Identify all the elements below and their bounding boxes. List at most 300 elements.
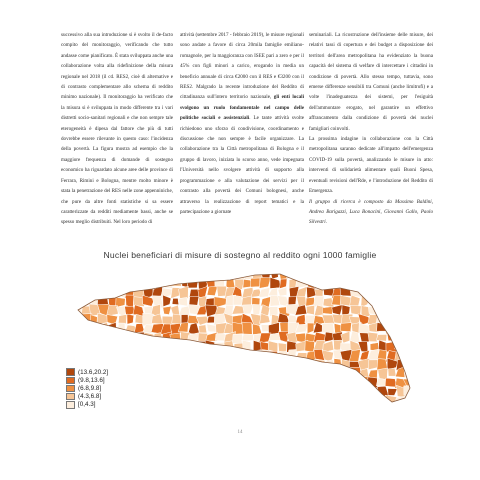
municipality-area [368,270,377,278]
municipality-area [251,405,261,416]
municipality-area [233,358,242,370]
municipality-area [170,269,182,280]
municipality-area [133,352,144,361]
municipality-area [242,340,251,352]
municipality-area [233,404,244,412]
municipality-area [214,358,226,367]
municipality-area [153,376,163,387]
municipality-area [316,378,325,388]
municipality-area [151,368,163,379]
municipality-area [223,405,235,415]
municipality-area [152,352,162,359]
municipality-area [142,405,152,413]
municipality-area [190,395,198,407]
municipality-area [118,331,125,343]
municipality-area [126,268,136,279]
column-1-text: successivo alla sua introduzione si è svolto il de-facto compito del monitoraggio, verificando che tutto andasse come pianificato. È stata sviluppata anche una collaborazione volta alla ridefinizione della misura regionale nel 2018 (il cd. RES2, cioè di alternative e di contrasto complementare allo schema di reddito minimo nazionale). Il monitoraggio ha verificato che la misura si è sviluppata in modo differente tra i vari distretti socio-sanitari regionali e che non sempre tale eterogeneità è dipesa dal fattore che più di tutti dovrebbe essere rilevante in questo caso: l'incidenza della povertà. La figura mostra ad esempio che la maggiore frequenza di domande di sostegno economico ha riguardato alcune aree delle province di Ferrara, Rimini e Bologna, mentre molto minore è stata la penetrazione del RES nelle zone appenniniche, che pure da altre fonti statistiche si sa essere caratterizzate da redditi mediamente bassi, anche se spesso meglio distribuiti. Nel loro periodo di [61,32,173,226]
municipality-area [250,353,262,360]
municipality-area [143,271,155,280]
municipality-area [125,333,134,344]
municipality-area [179,368,189,379]
municipality-area [205,349,216,360]
municipality-area [73,349,81,359]
municipality-area [169,359,180,369]
municipality-area [70,306,82,316]
legend-item [66,401,108,409]
municipality-area [376,315,388,323]
municipality-area [161,404,172,414]
municipality-area [386,316,397,325]
municipality-area [205,268,217,279]
municipality-area [241,403,253,415]
municipality-area [71,322,83,333]
municipality-area [322,272,334,279]
municipality-area [143,278,154,289]
municipality-area [163,306,171,314]
municipality-area [270,379,277,387]
municipality-area [286,359,298,369]
municipality-area [88,268,100,281]
legend-swatch [66,401,75,409]
municipality-area [242,379,252,387]
municipality-area [270,387,281,398]
municipality-area [226,396,234,407]
municipality-area [116,341,127,350]
column-3-text-a: seminariali. La ricostruzione dell'insieme delle misure, dei relativi tassi di copertura e dei budget a disposizione dei territori dell'area metropolitana ha evidenziato la buona capacità del sistema di welfare di intercettare i cittadini in condizione di povertà. Allo stesso tempo, tuttavia, sono emerse differenze sensibili tra Comuni (anche limitrofi) e a volte l'inadeguatezza dei sistemi, per l'esiguità dell'ammontare erogato, nel garantire un effettivo affrancamento dalla condizione di povertà dei nuclei famigliari coinvolti. [309,32,433,132]
legend-label: (13.6,20.2] [78,368,109,376]
municipality-area [360,269,368,281]
municipality-area [107,377,118,386]
municipality-area [179,386,189,398]
municipality-area [180,350,189,361]
text-column-2 [180,30,304,217]
municipality-area [79,288,89,299]
municipality-area [115,394,127,406]
municipality-area [216,396,226,405]
municipality-area [304,368,316,379]
municipality-area [152,387,163,398]
municipality-area [386,295,396,305]
municipality-area [404,350,416,360]
municipality-area [278,351,289,361]
municipality-area [403,288,415,298]
municipality-area [306,305,314,314]
municipality-area [145,379,152,387]
municipality-area [215,334,225,341]
municipality-area [162,342,173,353]
municipality-area [259,405,271,414]
municipality-area [388,389,397,396]
municipality-area [232,386,242,395]
municipality-area [134,369,144,378]
municipality-area [188,350,199,359]
municipality-area [414,394,424,404]
municipality-area [152,343,163,353]
municipality-area [118,270,126,280]
text-column-3 [309,30,433,228]
municipality-area [414,403,425,413]
municipality-area [394,295,406,308]
municipality-area [118,280,125,288]
municipality-area [242,396,254,404]
municipality-area [413,350,424,361]
municipality-area [298,360,306,371]
municipality-area [172,298,179,304]
municipality-area [269,361,277,370]
municipality-area [161,359,173,371]
municipality-area [323,369,333,379]
municipality-area [170,376,181,389]
municipality-area [233,368,245,379]
municipality-area [394,332,406,341]
municipality-area [160,386,170,396]
municipality-area [125,277,135,288]
municipality-area [277,385,289,396]
municipality-area [134,405,146,416]
municipality-area [233,349,243,358]
municipality-area [160,349,172,362]
municipality-area [305,395,314,406]
municipality-area [253,304,261,315]
municipality-area [349,367,362,378]
municipality-area [199,325,207,333]
municipality-area [207,286,218,295]
municipality-area [124,360,136,369]
municipality-area [89,341,100,352]
legend-item [66,384,108,392]
column-2-text [180,30,304,217]
municipality-area [251,278,260,287]
municipality-area [369,289,378,298]
municipality-area [142,385,152,397]
municipality-area [144,332,154,343]
municipality-area [360,289,371,296]
municipality-area [232,306,244,315]
municipality-area [369,404,377,413]
municipality-area [197,378,209,386]
municipality-area [412,324,425,334]
municipality-area [414,332,423,340]
legend-label: (4.3,6.8] [78,393,102,401]
municipality-area [161,369,172,379]
municipality-area [70,313,82,325]
municipality-area [106,350,118,361]
municipality-area [205,377,215,387]
municipality-area [80,314,92,326]
municipality-area [340,277,350,288]
municipality-area [214,350,226,361]
municipality-area [331,278,342,288]
municipality-area [412,386,423,398]
municipality-area [377,322,388,331]
municipality-area [71,279,82,286]
municipality-area [359,404,370,414]
municipality-area [305,268,315,279]
municipality-area [395,306,407,314]
map-title: Nuclei beneficiari di misure di sostegno al reddito ogni 1000 famiglie [103,250,377,260]
municipality-area [241,386,253,396]
municipality-area [108,359,116,371]
municipality-area [124,369,135,378]
municipality-area [270,404,278,413]
municipality-area [331,368,342,379]
municipality-area [296,269,306,279]
municipality-area [278,343,286,352]
municipality-area [377,270,388,277]
municipality-area [287,385,298,397]
municipality-area [206,394,215,405]
municipality-area [304,359,316,371]
municipality-area [261,358,272,370]
municipality-area [106,332,117,343]
municipality-area [389,405,398,416]
municipality-area [80,269,91,280]
municipality-area [134,359,145,369]
municipality-area [331,378,341,389]
municipality-area [152,406,163,416]
municipality-area [286,403,297,415]
municipality-area [358,279,369,288]
column-3-text-b: La prossima indagine in collaborazione con la Città metropolitana saranno dedicate all'impatto dell'emergenza COVID-19 sulla povertà, analizzando le misure in atto: interventi di solidarietà alimentare quali Buoni Spesa, eventuali revisioni dell'Rde, e l'introduzione del Reddito di Emergenza. [309,136,433,195]
municipality-area [253,324,262,335]
text-column-1 [61,30,173,228]
municipality-area [107,369,118,380]
municipality-area [136,395,146,406]
municipality-area [180,359,188,370]
municipality-area [135,341,146,353]
municipality-area [403,405,415,414]
municipality-area [109,406,119,416]
municipality-area [269,395,279,405]
municipality-area [125,395,136,407]
municipality-area [332,269,344,281]
municipality-area [394,323,405,333]
municipality-area [316,396,324,406]
municipality-area [386,278,398,287]
municipality-area [260,367,271,379]
municipality-area [233,394,243,405]
municipality-area [170,386,180,395]
municipality-area [313,269,323,280]
municipality-area [262,379,271,389]
municipality-area [313,386,324,396]
municipality-area [205,340,217,352]
municipality-area [404,314,414,325]
municipality-area [359,388,370,398]
region-choropleth-map [60,262,430,420]
municipality-area [171,343,181,353]
municipality-area [89,277,99,287]
municipality-area [413,298,425,305]
municipality-area [349,377,361,388]
legend-label: (9.8,13.6] [78,376,105,384]
municipality-area [79,278,90,290]
municipality-area [197,269,208,278]
municipality-area [298,395,308,406]
municipality-area [244,358,251,367]
municipality-area [107,279,118,288]
municipality-area [340,405,351,416]
municipality-area [223,358,236,368]
municipality-area [187,341,198,351]
municipality-area [143,352,155,361]
municipality-area [288,394,298,405]
municipality-area [322,278,334,289]
municipality-area [260,385,270,397]
municipality-area [80,350,90,361]
municipality-area [91,332,100,341]
municipality-area [160,269,171,281]
municipality-area [106,287,117,298]
municipality-area [279,368,289,380]
municipality-area [107,340,116,351]
municipality-area [342,377,352,389]
municipality-area [134,378,145,387]
municipality-area [81,324,90,334]
municipality-area [304,378,314,388]
municipality-area [403,278,415,289]
municipality-area [116,352,128,361]
municipality-area [350,279,360,287]
municipality-area [414,313,425,324]
municipality-area [413,306,423,316]
municipality-area [297,377,306,388]
municipality-area [199,359,208,368]
municipality-area [153,394,161,404]
municipality-area [297,406,305,416]
municipality-area [287,377,298,388]
municipality-area [214,389,226,396]
municipality-area [197,350,208,362]
municipality-area [215,377,226,388]
municipality-area [378,405,389,415]
municipality-area [414,269,423,278]
municipality-area [117,387,127,396]
municipality-area [413,378,425,387]
municipality-area [161,396,172,406]
municipality-area [72,290,82,299]
municipality-area [334,405,342,414]
municipality-area [403,333,416,343]
municipality-area [145,341,155,352]
municipality-area [178,271,188,277]
legend-item [66,376,108,384]
municipality-area [250,394,261,405]
municipality-area [171,406,180,416]
municipality-area [334,386,344,397]
municipality-area [125,404,137,416]
municipality-area [242,322,252,335]
municipality-area [341,369,351,380]
municipality-area [307,287,317,298]
municipality-area [134,270,145,280]
municipality-area [153,359,164,370]
municipality-area [307,323,314,333]
municipality-area [341,323,352,332]
municipality-area [206,386,216,398]
municipality-area [268,369,280,379]
municipality-area [242,305,253,314]
municipality-area [368,395,377,406]
municipality-area [124,351,136,361]
municipality-area [295,368,305,378]
municipality-area [295,387,305,397]
municipality-area [224,268,234,279]
municipality-area [217,286,227,296]
municipality-area [71,333,82,343]
municipality-area [306,403,313,413]
municipality-area [179,404,188,416]
municipality-area [171,367,182,380]
municipality-area [261,395,271,405]
municipality-area [116,368,125,379]
municipality-area [143,394,153,407]
municipality-area [178,395,188,406]
municipality-area [133,280,145,289]
municipality-area [225,385,235,397]
municipality-area [388,368,396,376]
municipality-area [151,269,161,280]
municipality-area [196,403,207,415]
municipality-area [323,404,335,414]
municipality-area [134,385,145,397]
municipality-area [341,396,351,407]
municipality-area [314,404,326,415]
municipality-area [116,377,126,387]
municipality-area [187,369,198,380]
municipality-area [81,332,88,344]
municipality-area [350,268,360,280]
municipality-area [97,342,108,352]
municipality-area [98,334,109,343]
municipality-area [241,349,253,362]
municipality-area [99,279,110,289]
municipality-area [403,295,416,306]
municipality-area [278,377,287,386]
municipality-area [99,351,109,362]
municipality-area [206,403,217,416]
municipality-area [324,385,335,398]
municipality-area [90,322,100,334]
municipality-area [70,296,81,307]
municipality-area [98,287,108,298]
column-2-highlight: gli enti locali svolgono un ruolo fondamentale nel campo delle politiche sociali e assistenziali [180,94,304,122]
municipality-area [187,406,198,414]
municipality-area [279,397,287,405]
municipality-area [376,286,388,296]
municipality-area [386,304,397,314]
municipality-area [333,350,342,360]
municipality-area [198,387,208,398]
municipality-area [413,279,423,287]
municipality-area [315,278,325,290]
municipality-area [71,342,81,351]
municipality-area [224,368,235,377]
legend-swatch [66,393,75,401]
municipality-area [413,360,425,369]
municipality-area [351,386,361,395]
municipality-area [406,269,416,281]
municipality-area [404,304,415,317]
municipality-area [351,394,362,407]
municipality-area [350,305,361,315]
municipality-area [278,358,289,369]
municipality-area [343,270,350,279]
municipality-area [206,371,216,377]
municipality-area [126,379,135,389]
municipality-area [324,360,334,370]
column-2-text-c: . Le tante attività svolte richiedono uno sforzo di condivisione, coordinamento e discussione che non sempre è facile organizzare. La collaborazione tra la Città metropolitana di Bologna e il gruppo di lavoro, iniziata lo scorso anno, vede impegnata l'Università nello svolgere attività di supporto alla programmazione e alla valutazione dei servizi per il contrasto alla povertà dei Comuni bolognesi, anche attraverso la realizzazione di report tematici e la partecipazione a giornate [180,115,304,215]
